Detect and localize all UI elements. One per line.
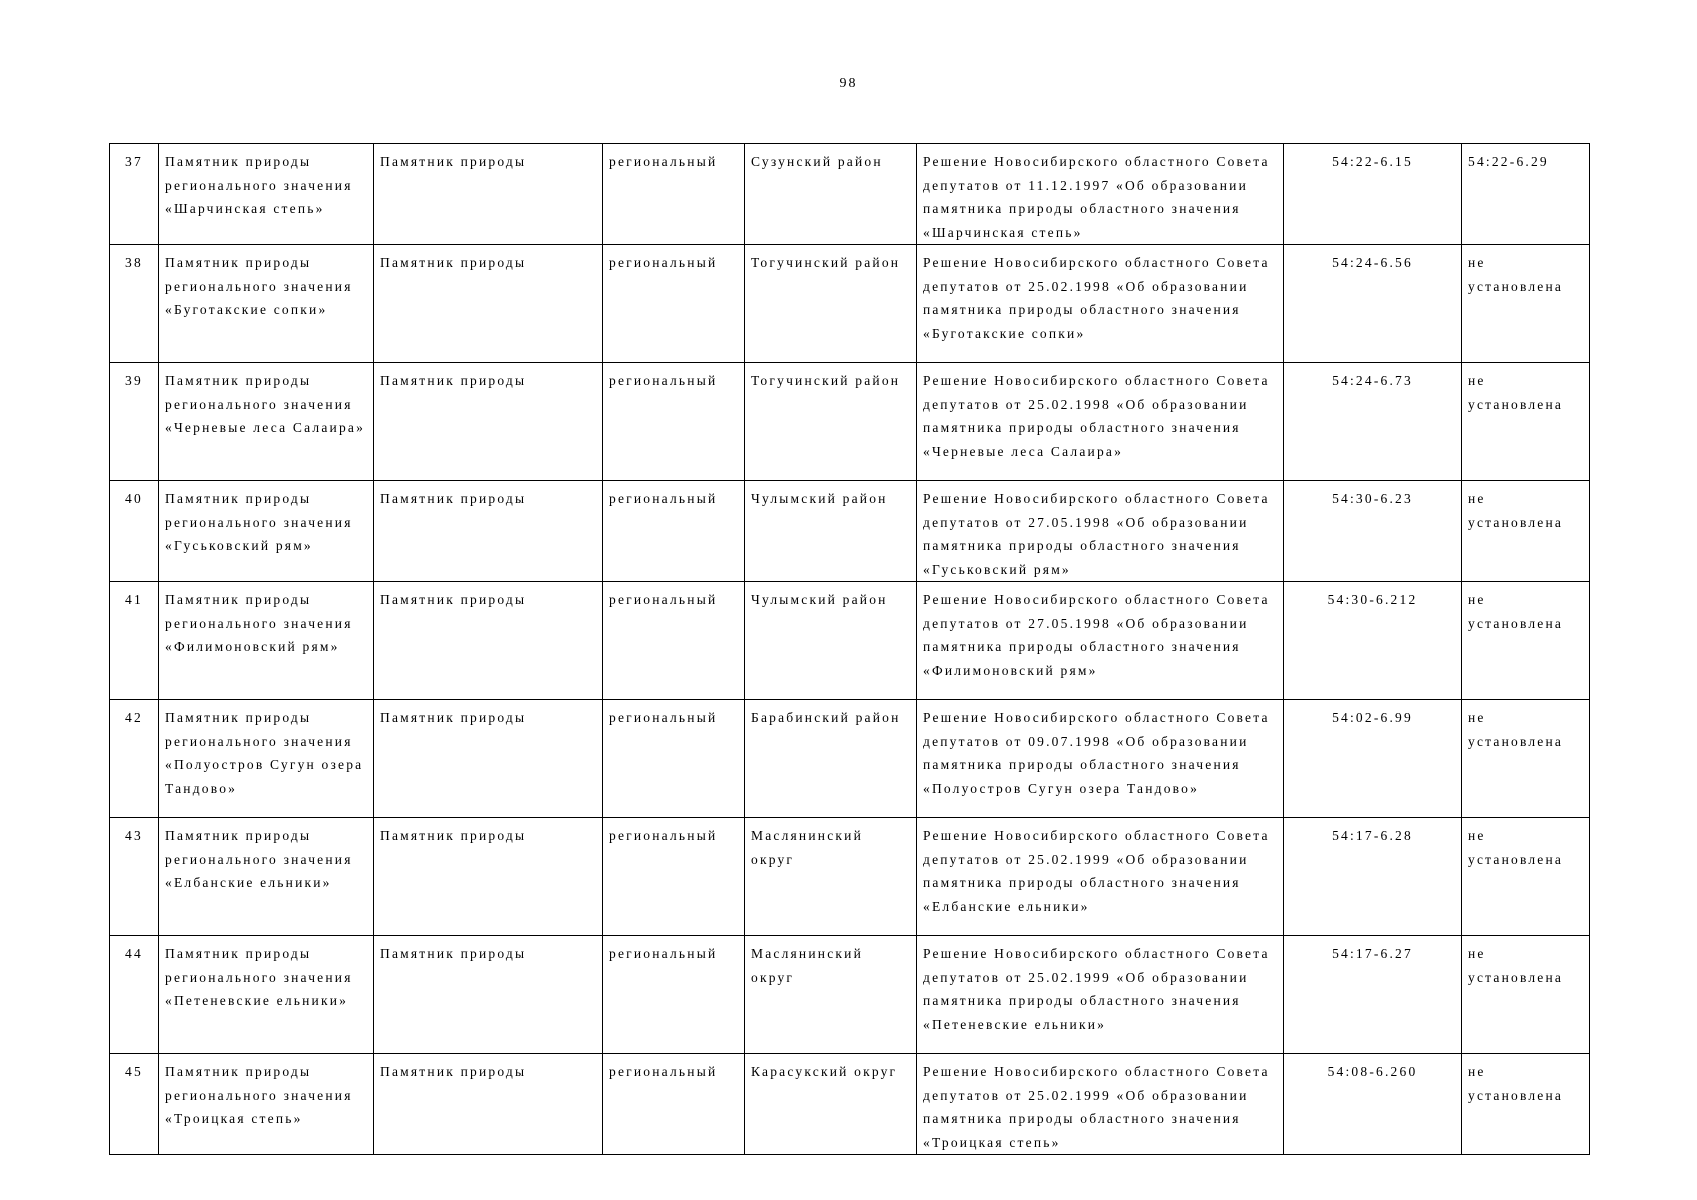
row-number: 43 [110,818,159,936]
row-number: 45 [110,1054,159,1155]
object-category: Памятник природы [374,363,603,481]
object-significance: региональный [603,1054,745,1155]
zone-number: не установлена [1462,363,1590,481]
object-name: Памятник природы регионального значения «Троицкая степь» [159,1054,374,1155]
object-name: Памятник природы регионального значения «Буготакские сопки» [159,245,374,363]
object-category: Памятник природы [374,144,603,245]
table-row [110,700,1590,818]
object-name: Памятник природы регионального значения «Филимоновский рям» [159,582,374,700]
object-location: Тогучинский район [745,363,917,481]
table-row [110,1054,1590,1155]
zone-number: не установлена [1462,700,1590,818]
object-location: Сузунский район [745,144,917,245]
zone-number: не установлена [1462,1054,1590,1155]
object-category: Памятник природы [374,245,603,363]
object-location: Чулымский район [745,582,917,700]
object-significance: региональный [603,144,745,245]
row-number: 38 [110,245,159,363]
founding-document: Решение Новосибирского областного Совета депутатов от 09.07.1998 «Об образовании памятника природы областного значения «Полуостров Сугун озера Тандово» [917,700,1284,818]
object-name: Памятник природы регионального значения «Гуськовский рям» [159,481,374,582]
founding-document: Решение Новосибирского областного Совета депутатов от 25.02.1998 «Об образовании памятника природы областного значения «Черневые леса Салаира» [917,363,1284,481]
registry-number: 54:17-6.28 [1284,818,1462,936]
table-row [110,144,1590,245]
row-number: 42 [110,700,159,818]
zone-number: не установлена [1462,582,1590,700]
object-name: Памятник природы регионального значения «Шарчинская степь» [159,144,374,245]
registry-number: 54:08-6.260 [1284,1054,1462,1155]
row-number: 39 [110,363,159,481]
registry-number: 54:22-6.15 [1284,144,1462,245]
founding-document: Решение Новосибирского областного Совета депутатов от 27.05.1998 «Об образовании памятника природы областного значения «Гуськовский рям» [917,481,1284,582]
founding-document: Решение Новосибирского областного Совета депутатов от 11.12.1997 «Об образовании памятника природы областного значения «Шарчинская степь» [917,144,1284,245]
page-number: 98 [839,76,858,91]
object-significance: региональный [603,582,745,700]
registry-number: 54:24-6.56 [1284,245,1462,363]
founding-document: Решение Новосибирского областного Совета депутатов от 27.05.1998 «Об образовании памятника природы областного значения «Филимоновский рям» [917,582,1284,700]
registry-number: 54:30-6.23 [1284,481,1462,582]
object-category: Памятник природы [374,700,603,818]
row-number: 40 [110,481,159,582]
table-row [110,818,1590,936]
row-number: 41 [110,582,159,700]
zone-number: 54:22-6.29 [1462,144,1590,245]
object-category: Памятник природы [374,582,603,700]
protected-areas-table [109,143,1590,1155]
zone-number: не установлена [1462,245,1590,363]
object-name: Памятник природы регионального значения «Полуостров Сугун озера Тандово» [159,700,374,818]
object-significance: региональный [603,818,745,936]
zone-number: не установлена [1462,481,1590,582]
registry-number: 54:17-6.27 [1284,936,1462,1054]
object-location: Маслянинский округ [745,818,917,936]
row-number: 44 [110,936,159,1054]
object-name: Памятник природы регионального значения «Елбанские ельники» [159,818,374,936]
zone-number: не установлена [1462,936,1590,1054]
table-row [110,582,1590,700]
registry-number: 54:24-6.73 [1284,363,1462,481]
table-row [110,363,1590,481]
registry-number: 54:30-6.212 [1284,582,1462,700]
object-category: Памятник природы [374,936,603,1054]
object-significance: региональный [603,481,745,582]
object-location: Тогучинский район [745,245,917,363]
object-category: Памятник природы [374,1054,603,1155]
object-significance: региональный [603,700,745,818]
founding-document: Решение Новосибирского областного Совета депутатов от 25.02.1998 «Об образовании памятника природы областного значения «Буготакские сопки» [917,245,1284,363]
table-row [110,245,1590,363]
object-significance: региональный [603,245,745,363]
object-location: Чулымский район [745,481,917,582]
zone-number: не установлена [1462,818,1590,936]
object-category: Памятник природы [374,481,603,582]
table-row [110,936,1590,1054]
object-name: Памятник природы регионального значения «Черневые леса Салаира» [159,363,374,481]
registry-number: 54:02-6.99 [1284,700,1462,818]
founding-document: Решение Новосибирского областного Совета депутатов от 25.02.1999 «Об образовании памятника природы областного значения «Елбанские ельники» [917,818,1284,936]
object-name: Памятник природы регионального значения «Петеневские ельники» [159,936,374,1054]
founding-document: Решение Новосибирского областного Совета депутатов от 25.02.1999 «Об образовании памятника природы областного значения «Троицкая степь» [917,1054,1284,1155]
object-significance: региональный [603,936,745,1054]
object-location: Барабинский район [745,700,917,818]
object-location: Маслянинский округ [745,936,917,1054]
row-number: 37 [110,144,159,245]
object-location: Карасукский округ [745,1054,917,1155]
object-category: Памятник природы [374,818,603,936]
table-row [110,481,1590,582]
founding-document: Решение Новосибирского областного Совета депутатов от 25.02.1999 «Об образовании памятника природы областного значения «Петеневские ельники» [917,936,1284,1054]
object-significance: региональный [603,363,745,481]
